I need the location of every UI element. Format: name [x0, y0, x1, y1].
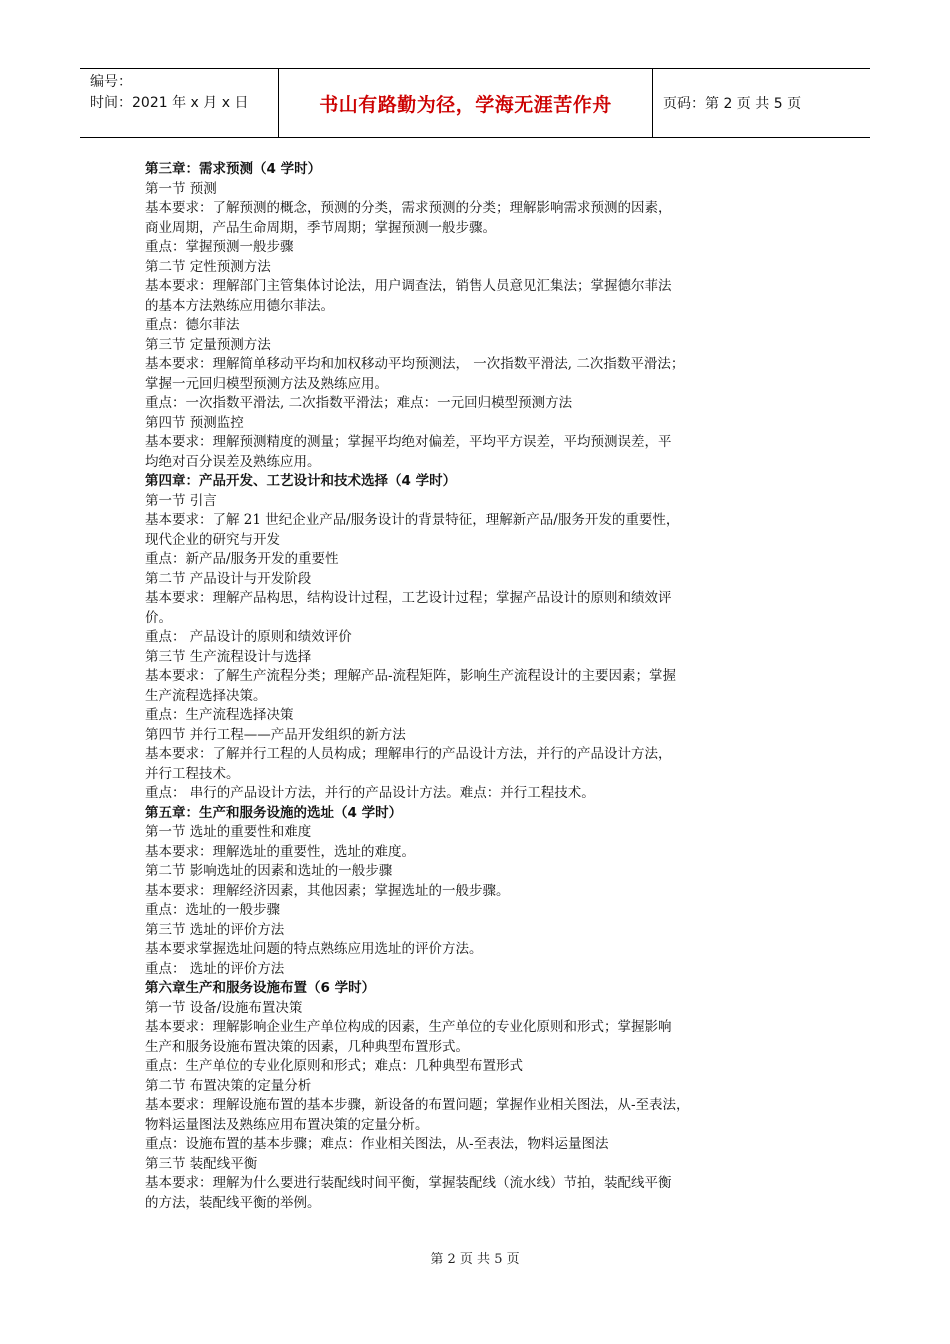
body-text-line: 掌握一元回归模型预测方法及熟练应用。: [145, 375, 388, 392]
section-heading: 第三节 选址的评价方法: [145, 921, 285, 938]
document-number-label: 编号：: [90, 74, 132, 90]
body-text-line: 基本要求：理解经济因素，其他因素；掌握选址的一般步骤。: [145, 882, 510, 899]
body-text-line: 商业周期，产品生命周期，季节周期；掌握预测一般步骤。: [145, 219, 496, 236]
body-text-line: 物料运量图法及熟练应用布置决策的定量分析。: [145, 1116, 429, 1133]
body-text-line: 重点：生产单位的专业化原则和形式；难点：几种典型布置形式: [145, 1058, 523, 1074]
body-text-line: 均绝对百分误差及熟练应用。: [145, 453, 321, 470]
body-text-line: 基本要求：理解设施布置的基本步骤，新设备的布置问题；掌握作业相关图法，从-至表法，: [145, 1097, 690, 1113]
body-text-line: 的基本方法熟练应用德尔菲法。: [145, 297, 334, 314]
body-text-line: 基本要求：了解预测的概念，预测的分类，需求预测的分类；理解影响需求预测的因素，: [145, 200, 672, 216]
section-heading: 第三节 定量预测方法: [145, 336, 271, 353]
body-text-line: 重点： 产品设计的原则和绩效评价: [145, 629, 352, 645]
page-header: [80, 68, 870, 138]
body-text-line: 重点： 串行的产品设计方法，并行的产品设计方法。难点：并行工程技术。: [145, 785, 595, 801]
body-text-line: 基本要求：了解生产流程分类；理解产品-流程矩阵，影响生产流程设计的主要因素；掌握: [145, 668, 677, 684]
section-heading: 第三节 装配线平衡: [145, 1155, 258, 1172]
body-text-line: 重点： 选址的评价方法: [145, 960, 285, 977]
section-heading: 第一节 选址的重要性和难度: [145, 824, 312, 840]
document-time-label: 时间：2021 年 x 月 x 日: [90, 95, 249, 111]
section-heading: 第一节 预测: [145, 180, 217, 197]
section-heading: 第二节 布置决策的定量分析: [145, 1077, 312, 1094]
body-text-line: 重点：德尔菲法: [145, 317, 240, 333]
body-text-line: 生产和服务设施布置决策的因素，几种典型布置形式。: [145, 1038, 469, 1055]
body-text-line: 重点：选址的一般步骤: [145, 902, 280, 918]
body-text-line: 的方法，装配线平衡的举例。: [145, 1194, 321, 1211]
section-heading: 第四节 预测监控: [145, 414, 244, 431]
body-text-line: 重点：掌握预测一般步骤: [145, 239, 294, 255]
chapter-heading: 第五章：生产和服务设施的选址（4 学时）: [145, 804, 403, 821]
section-heading: 第二节 影响选址的因素和选址的一般步骤: [145, 863, 393, 879]
body-text-line: 重点：设施布置的基本步骤；难点：作业相关图法，从-至表法，物料运量图法: [145, 1136, 609, 1152]
document-body: [145, 160, 815, 1213]
section-heading: 第一节 设备/设施布置决策: [145, 999, 303, 1016]
body-text-line: 基本要求：了解 21 世纪企业产品/服务设计的背景特征，理解新产品/服务开发的重要性，: [145, 512, 680, 528]
body-text-line: 基本要求：理解部门主管集体讨论法，用户调查法，销售人员意见汇集法；掌握德尔菲法: [145, 278, 672, 294]
body-text-line: 并行工程技术。: [145, 765, 240, 782]
chapter-heading: 第六章生产和服务设施布置（6 学时）: [145, 980, 376, 996]
header-motto: 书山有路勤为径，学海无涯苦作舟: [279, 69, 653, 137]
section-heading: 第三节 生产流程设计与选择: [145, 648, 312, 665]
section-heading: 第二节 产品设计与开发阶段: [145, 570, 312, 587]
body-text-line: 重点：一次指数平滑法, 二次指数平滑法；难点：一元回归模型预测方法: [145, 395, 573, 411]
body-text-line: 基本要求：理解影响企业生产单位构成的因素，生产单位的专业化原则和形式；掌握影响: [145, 1019, 672, 1035]
chapter-heading: 第四章：产品开发、工艺设计和技术选择（4 学时）: [145, 473, 457, 489]
body-text-line: 基本要求掌握选址问题的特点熟练应用选址的评价方法。: [145, 941, 483, 957]
body-text-line: 基本要求：理解选址的重要性，选址的难度。: [145, 843, 415, 860]
body-text-line: 重点：生产流程选择决策: [145, 707, 294, 723]
body-text-line: 基本要求：理解产品构思，结构设计过程，工艺设计过程；掌握产品设计的原则和绩效评: [145, 590, 672, 606]
chapter-heading: 第三章：需求预测（4 学时）: [145, 161, 322, 177]
page-footer: 第 2 页 共 5 页: [430, 1252, 520, 1267]
header-meta: [80, 69, 279, 137]
body-text-line: 重点：新产品/服务开发的重要性: [145, 551, 339, 567]
body-text-line: 价。: [145, 609, 172, 626]
body-text-line: 现代企业的研究与开发: [145, 531, 280, 548]
header-page-number: 页码：第 2 页 共 5 页: [663, 96, 802, 112]
body-text-line: 基本要求：理解简单移动平均和加权移动平均预测法， 一次指数平滑法, 二次指数平滑法；: [145, 356, 685, 372]
section-heading: 第一节 引言: [145, 492, 217, 509]
body-text-line: 生产流程选择决策。: [145, 687, 267, 704]
section-heading: 第二节 定性预测方法: [145, 258, 271, 275]
section-heading: 第四节 并行工程——产品开发组织的新方法: [145, 726, 406, 743]
body-text-line: 基本要求：理解为什么要进行装配线时间平衡，掌握装配线（流水线）节拍，装配线平衡: [145, 1175, 672, 1191]
body-text-line: 基本要求：了解并行工程的人员构成；理解串行的产品设计方法，并行的产品设计方法，: [145, 746, 672, 762]
body-text-line: 基本要求：理解预测精度的测量；掌握平均绝对偏差，平均平方误差，平均预测误差，平: [145, 434, 672, 450]
